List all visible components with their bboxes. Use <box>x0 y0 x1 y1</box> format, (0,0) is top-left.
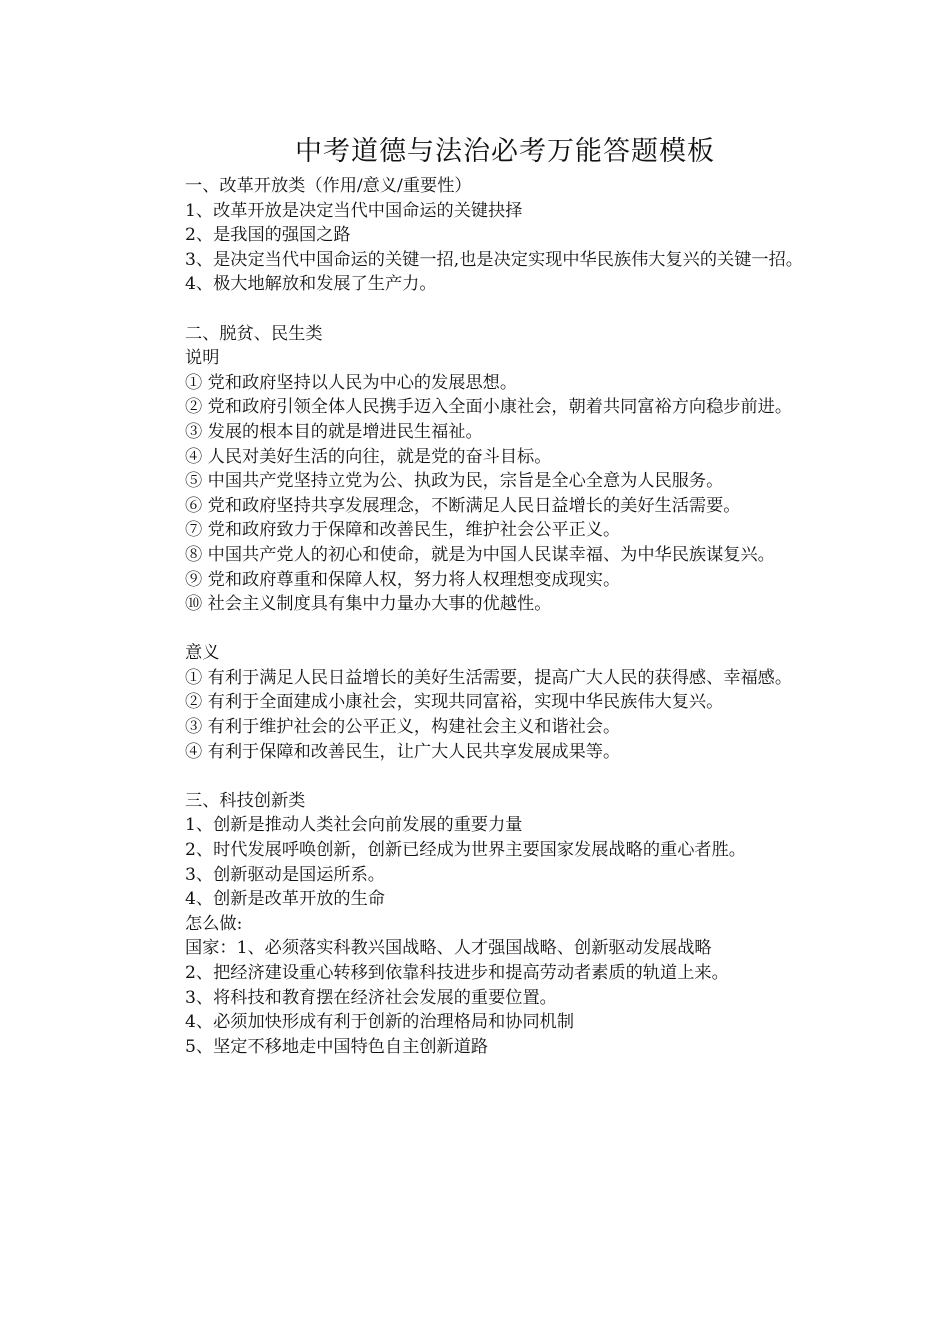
document-body <box>143 174 823 1059</box>
spacer <box>143 617 823 642</box>
reform-item: 3、是决定当代中国命运的关键一招,也是决定实现中华民族伟大复兴的关键一招。 <box>185 249 803 270</box>
reform-item: 4、极大地解放和发展了生产力。 <box>185 274 437 295</box>
page-title: 中考道德与法治必考万能答题模板 <box>295 136 715 167</box>
meaning-item: ① 有利于满足人民日益增长的美好生活需要，提高广大人民的获得感、幸福感。 <box>185 667 793 688</box>
how-item: 5、坚定不移地走中国特色自主创新道路 <box>185 1036 489 1057</box>
section-heading-reform: 一、改革开放类（作用/意义/重要性） <box>185 176 472 196</box>
how-item: 3、将科技和教育摆在经济社会发展的重要位置。 <box>185 987 557 1008</box>
how-item: 国家：1、必须落实科教兴国战略、人才强国战略、创新驱动发展战略 <box>185 938 712 959</box>
explain-item: ⑥ 党和政府坚持共享发展理念，不断满足人民日益增长的美好生活需要。 <box>185 495 741 516</box>
explain-label: 说明 <box>185 348 220 369</box>
innovation-item: 3、创新驱动是国运所系。 <box>185 864 385 885</box>
explain-item: ⑦ 党和政府致力于保障和改善民生，维护社会公平正义。 <box>185 520 621 541</box>
explain-item: ⑤ 中国共产党坚持立党为公、执政为民，宗旨是全心全意为人民服务。 <box>185 471 724 492</box>
how-label: 怎么做: <box>185 913 243 934</box>
section-heading-poverty: 二、脱贫、民生类 <box>185 323 323 344</box>
meaning-label: 意义 <box>185 643 220 664</box>
how-item: 2、把经济建设重心转移到依靠科技进步和提高劳动者素质的轨道上来。 <box>185 963 729 983</box>
meaning-item: ④ 有利于保障和改善民生，让广大人民共享发展成果等。 <box>185 741 621 762</box>
meaning-item: ② 有利于全面建成小康社会，实现共同富裕，实现中华民族伟大复兴。 <box>185 692 724 713</box>
reform-item: 2、是我国的强国之路 <box>185 225 351 246</box>
innovation-item: 2、时代发展呼唤创新，创新已经成为世界主要国家发展战略的重心者胜。 <box>185 840 746 861</box>
meaning-item: ③ 有利于维护社会的公平正义，构建社会主义和谐社会。 <box>185 717 621 738</box>
innovation-item: 1、创新是推动人类社会向前发展的重要力量 <box>185 815 523 836</box>
explain-item: ① 党和政府坚持以人民为中心的发展思想。 <box>185 372 518 393</box>
spacer <box>143 764 823 789</box>
spacer <box>143 297 823 322</box>
innovation-item: 4、创新是改革开放的生命 <box>185 889 385 910</box>
explain-item: ⑧ 中国共产党人的初心和使命，就是为中国人民谋幸福、为中华民族谋复兴。 <box>185 544 775 565</box>
explain-item: ⑨ 党和政府尊重和保障人权，努力将人权理想变成现实。 <box>185 569 621 590</box>
section-heading-innovation: 三、科技创新类 <box>185 790 306 811</box>
how-item: 4、必须加快形成有利于创新的治理格局和协同机制 <box>185 1012 575 1033</box>
reform-item: 1、改革开放是决定当代中国命运的关键抉择 <box>185 200 523 221</box>
explain-item: ② 党和政府引领全体人民携手迈入全面小康社会，朝着共同富裕方向稳步前进。 <box>185 397 793 418</box>
explain-item: ③ 发展的根本目的就是增进民生福祉。 <box>185 421 483 442</box>
explain-item: ⑩ 社会主义制度具有集中力量办大事的优越性。 <box>185 594 552 615</box>
explain-item: ④ 人民对美好生活的向往，就是党的奋斗目标。 <box>185 446 552 467</box>
